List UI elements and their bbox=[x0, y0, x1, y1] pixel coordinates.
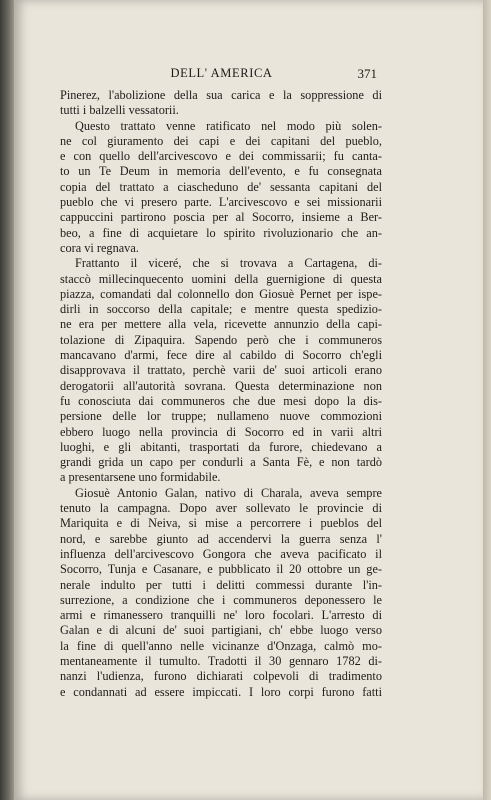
text-line: ne col giuramento dei capi e dei capitani del pueblo, bbox=[60, 133, 382, 148]
text-line: armi e rimanessero tranquilli ne' loro focolari. L'arresto di bbox=[60, 608, 382, 623]
text-line: persione delle lor truppe; nullameno nuove commozioni bbox=[60, 409, 382, 424]
text-line: staccò millecinquecento uomini della guernigione di questa bbox=[60, 271, 382, 286]
text-line: surrezione, a condizione che i communeros deponessero le bbox=[60, 592, 382, 607]
text-line: Galan e di alcuni de' suoi partigiani, ch' ebbe luogo verso bbox=[60, 623, 382, 638]
text-line: influenza dell'arcivescovo Gongora che aveva pacificato il bbox=[60, 546, 382, 561]
running-title: DELL' AMERICA bbox=[170, 66, 273, 80]
text-line: Mariquita e di Neiva, si mise a percorrere i pueblos del bbox=[60, 516, 382, 531]
text-line: piazza, comandati dal colonnello don Giosuè Pernet per ispe- bbox=[60, 286, 382, 301]
text-line: pueblo che vi presero parte. L'arcivescovo e sei missionarii bbox=[60, 195, 382, 210]
text-line: tenuto la campagna. Dopo aver sollevato le provincie di bbox=[60, 501, 382, 516]
text-line: copia del trattato a ciascheduno de' sessanta capitani del bbox=[60, 179, 382, 194]
text-line: ebbero luogo nella provincia di Socorro ed in varii altri bbox=[60, 424, 382, 439]
text-line: grandi grida un capo per condurli a Santa Fè, e non tardò bbox=[60, 455, 382, 470]
text-line: cappuccini partirono poscia per al Socorro, insieme a Ber- bbox=[60, 210, 382, 225]
text-line: tutti i balzelli vessatorii. bbox=[60, 103, 179, 118]
text-line: disapprovava il trattato, perchè varii de' suoi articoli erano bbox=[60, 363, 382, 378]
text-line: nerale indulto per tutti i delitti commessi durante l'in- bbox=[60, 577, 382, 592]
text-line: ne era per mettere alla vela, ricevette annunzio della capi- bbox=[60, 317, 382, 332]
text-line: la fine di quell'anno nelle vicinanze d'Onzaga, calmò mo- bbox=[60, 638, 382, 653]
text-line: e condannati ad essere impiccati. I loro corpi furono fatti bbox=[60, 684, 382, 699]
running-header bbox=[66, 66, 377, 82]
text-line: luoghi, e gli abitanti, trasportati da furore, chiedevano a bbox=[60, 439, 382, 454]
book-spine-shadow bbox=[0, 0, 14, 800]
text-line: Giosuè Antonio Galan, nativo di Charala, aveva sempre bbox=[75, 485, 382, 500]
page-number: 371 bbox=[357, 66, 377, 81]
text-line: nanzi l'udienza, furono dichiarati colpevoli di tradimento bbox=[60, 669, 382, 684]
text-line: beo, a fine di acquietare lo spirito rivoluzionario che an- bbox=[60, 225, 382, 240]
text-line: tolazione di Zipaquira. Sapendo però che i communeros bbox=[60, 332, 382, 347]
text-line: mentaneamente il tumulto. Tradotti il 30 gennaro 1782 di- bbox=[60, 653, 382, 668]
text-line: Questo trattato venne ratificato nel modo più solen- bbox=[75, 118, 382, 133]
text-line: dirli in soccorso della capitale; e mentre questa spedizio- bbox=[60, 302, 382, 317]
text-line: mancavano d'armi, fece dire al cabildo di Socorro ch'egli bbox=[60, 348, 382, 363]
text-line: derogatorii all'autorità sovrana. Questa determinazione non bbox=[60, 378, 382, 393]
text-line: Socorro, Tunja e Casanare, e pubblicato il 20 ottobre un ge- bbox=[60, 562, 382, 577]
text-line: cora vi regnava. bbox=[60, 240, 139, 255]
text-line: fu conosciuta dai communeros che due mesi dopo la dis- bbox=[60, 393, 382, 408]
text-line: e con quello dell'arcivescovo e dei commissarii; fu canta- bbox=[60, 149, 382, 164]
text-line: to un Te Deum in memoria dell'evento, e fu consegnata bbox=[60, 164, 382, 179]
text-line: Pinerez, l'abolizione della sua carica e la soppressione di bbox=[60, 88, 382, 102]
text-line: a presentarsene uno formidabile. bbox=[60, 470, 221, 485]
text-line: nord, e sarebbe giunto ad accendervi la guerra senza l' bbox=[60, 531, 382, 546]
body-text bbox=[60, 88, 382, 700]
page-edge bbox=[483, 0, 491, 800]
text-line: Frattanto il viceré, che si trovava a Cartagena, di- bbox=[75, 256, 382, 271]
